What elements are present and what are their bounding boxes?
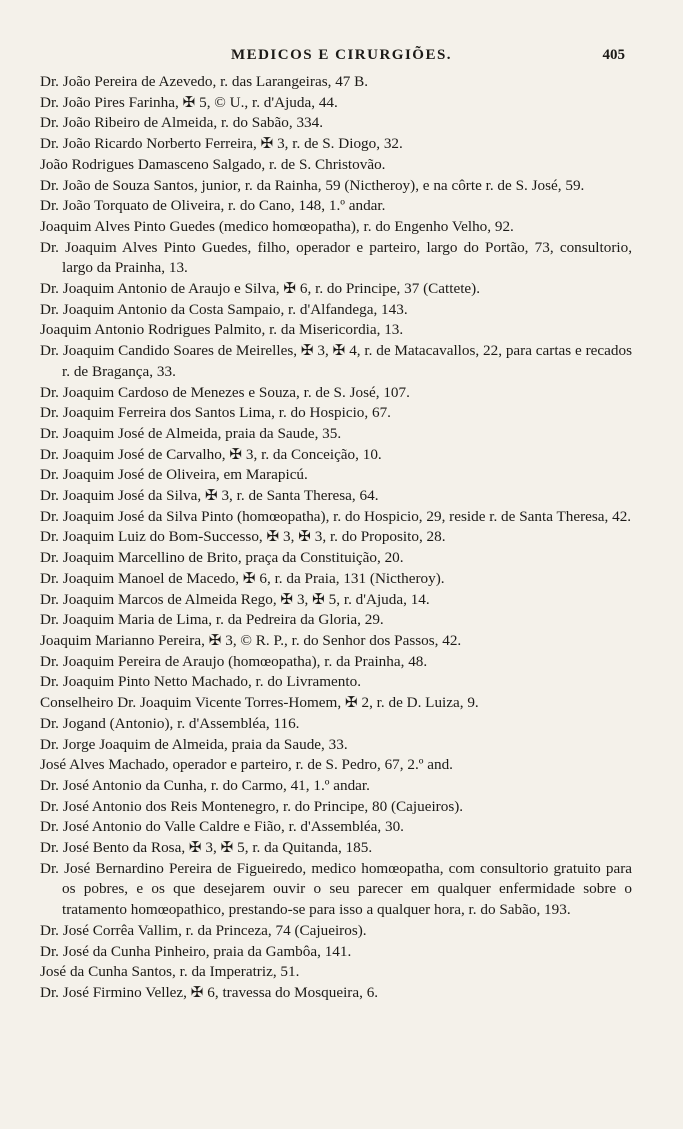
list-item: Dr. Joaquim Ferreira dos Santos Lima, r. do Hospicio, 67. (40, 404, 391, 422)
list-item: Dr. João Ricardo Norberto Ferreira, ✠ 3, r. de S. Diogo, 32. (40, 135, 403, 153)
list-item: Dr. Joaquim José da Silva Pinto (homœopatha), r. do Hospicio, 29, reside r. de Santa Theresa, 42. (40, 507, 632, 525)
list-item: Dr. José Firmino Vellez, ✠ 6, travessa do Mosqueira, 6. (40, 983, 379, 1001)
list-item: Dr. João Pires Farinha, ✠ 5, © U., r. d'Ajuda, 44. (40, 93, 338, 111)
list-item: Dr. Joaquim José de Oliveira, em Marapicú. (40, 466, 308, 484)
list-item: Dr. João de Souza Santos, junior, r. da Rainha, 59 (Nictheroy), e na côrte r. de S. José, 59. (40, 176, 585, 194)
list-item: Dr. Joaquim Candido Soares de Meirelles, ✠ 3, ✠ 4, r. de Matacavallos, 22, para cartas e recados r. de Bragança, 33. (40, 342, 632, 380)
list-item: Dr. José Bento da Rosa, ✠ 3, ✠ 5, r. da Quitanda, 185. (40, 839, 373, 857)
list-item: Dr. José Antonio da Cunha, r. do Carmo, 41, 1.º andar. (40, 776, 370, 794)
list-item: Dr. Joaquim Antonio de Araujo e Silva, ✠ 6, r. do Principe, 37 (Cattete). (40, 280, 481, 298)
list-item: Joaquim Alves Pinto Guedes (medico homœopatha), r. do Engenho Velho, 92. (40, 217, 514, 235)
list-item: Dr. José da Cunha Pinheiro, praia da Gambôa, 141. (40, 942, 352, 960)
page-header (0, 47, 683, 69)
page-number: 405 (602, 47, 625, 63)
list-item: João Rodrigues Damasceno Salgado, r. de S. Christovão. (40, 155, 386, 173)
list-item: Conselheiro Dr. Joaquim Vicente Torres-Homem, ✠ 2, r. de D. Luiza, 9. (40, 694, 479, 712)
list-item: Dr. José Antonio dos Reis Montenegro, r. do Principe, 80 (Cajueiros). (40, 797, 464, 815)
list-item: Dr. Joaquim Maria de Lima, r. da Pedreira da Gloria, 29. (40, 611, 384, 629)
list-item: José Alves Machado, operador e parteiro, r. de S. Pedro, 67, 2.º and. (40, 756, 453, 774)
list-item: Dr. Joaquim Cardoso de Menezes e Souza, r. de S. José, 107. (40, 383, 410, 401)
list-item: Dr. Joaquim José de Carvalho, ✠ 3, r. da Conceição, 10. (40, 445, 382, 463)
list-item: Dr. José Antonio do Valle Caldre e Fião, r. d'Assembléa, 30. (40, 818, 404, 836)
list-item: Dr. Joaquim Antonio da Costa Sampaio, r. d'Alfandega, 143. (40, 300, 408, 318)
list-item: Dr. Jorge Joaquim de Almeida, praia da Saude, 33. (40, 735, 348, 753)
list-item: José da Cunha Santos, r. da Imperatriz, 51. (40, 963, 300, 981)
list-item: Dr. João Torquato de Oliveira, r. do Cano, 148, 1.º andar. (40, 197, 386, 215)
list-item: Dr. Joaquim Pinto Netto Machado, r. do Livramento. (40, 673, 361, 691)
list-item: Dr. Jogand (Antonio), r. d'Assembléa, 116. (40, 714, 300, 732)
list-item: Dr. João Ribeiro de Almeida, r. do Sabão, 334. (40, 114, 324, 132)
list-item: Joaquim Antonio Rodrigues Palmito, r. da Misericordia, 13. (40, 321, 404, 339)
list-item: Dr. Joaquim Manoel de Macedo, ✠ 6, r. da Praia, 131 (Nictheroy). (40, 569, 445, 587)
page-title: MEDICOS E CIRURGIÕES. (230, 47, 453, 63)
list-item: Dr. Joaquim Alves Pinto Guedes, filho, operador e parteiro, largo do Portão, 73, consultorio, largo da Prainha, 13. (40, 238, 632, 277)
list-item: Dr. Joaquim Luiz do Bom-Successo, ✠ 3, ✠ 3, r. do Proposito, 28. (40, 528, 446, 546)
list-item: Dr. Joaquim José da Silva, ✠ 3, r. de Santa Theresa, 64. (40, 487, 379, 505)
list-item: Dr. José Corrêa Vallim, r. da Princeza, 74 (Cajueiros). (40, 921, 367, 939)
list-item: Joaquim Marianno Pereira, ✠ 3, © R. P., r. do Senhor dos Passos, 42. (40, 631, 462, 649)
list-item: Dr. Joaquim Marcos de Almeida Rego, ✠ 3, ✠ 5, r. d'Ajuda, 14. (40, 590, 430, 608)
list-item: Dr. João Pereira de Azevedo, r. das Larangeiras, 47 B. (40, 73, 369, 90)
list-item: Dr. José Bernardino Pereira de Figueiredo, medico homœopatha, com consultorio gratuito para os pobres, e os que desejarem ouvir o seu parecer em qualquer enfermidade sobre o tratamento homœopathico, prestando-se para isso a qualquer hora, r. do Sabão, 193. (40, 859, 632, 919)
list-item: Dr. Joaquim Marcellino de Brito, praça da Constituição, 20. (40, 549, 404, 567)
list-item: Dr. Joaquim Pereira de Araujo (homœopatha), r. da Prainha, 48. (40, 652, 428, 670)
list-item: Dr. Joaquim José de Almeida, praia da Saude, 35. (40, 424, 342, 442)
entry-list (40, 72, 632, 1004)
